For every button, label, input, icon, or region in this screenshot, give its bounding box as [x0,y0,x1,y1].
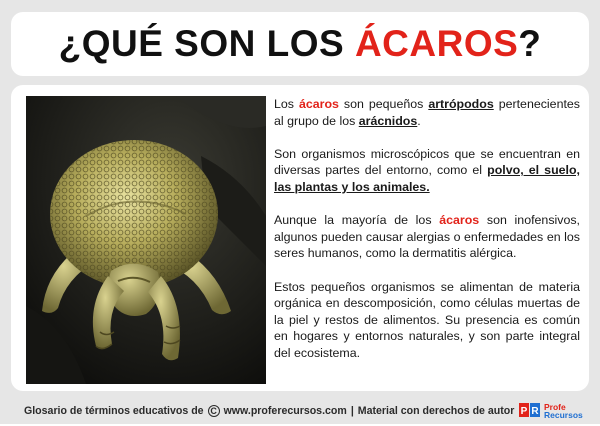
svg-text:R: R [531,406,539,417]
logo-line-1: Profe [544,401,566,412]
paragraph-1-text: Los [274,97,299,111]
mite-illustration-icon [26,96,266,384]
page-title [59,23,542,65]
description-text [274,96,580,378]
title-prefix: ¿QUÉ SON LOS [58,23,355,64]
paragraph-4-text: Estos pequeños organismos se alimentan de materia orgánica en descomposición, como células muertas de la piel y restos de alimentos. Su presencia es común en hogares y entornos naturales, y son parte integral del ecosistema. [274,279,580,360]
link-entorno[interactable]: polvo, el suelo, las plantas y los animales. [274,163,580,194]
keyword-acaros: ácaros [439,213,480,228]
paragraph-4 [274,279,580,362]
paragraph-3-text: son inofensivos, algunos pueden causar alergias o enfermedades en los seres humanos, como la dermatitis alérgica. [274,213,580,261]
svg-text:P: P [520,406,528,417]
link-aracnidos[interactable]: arácnidos [358,113,418,128]
logo-text [544,403,583,420]
profe-recursos-logo[interactable] [519,400,583,422]
paragraph-3 [274,212,580,262]
title-banner [11,12,589,76]
link-artropodos[interactable]: artrópodos [428,97,494,111]
paragraph-1-text: . [417,113,421,128]
mite-photo [26,96,266,384]
footer-label: Glosario de términos educativos de [24,405,204,417]
paragraph-2-text: Son organismos microscópicos que se encuentran en diversas partes del entorno, como el [274,146,580,178]
paragraph-2 [274,146,580,196]
copyright-icon: C [208,405,220,417]
paragraph-1 [274,96,580,129]
logo-line-2: Recursos [544,410,583,420]
footer [24,403,514,419]
title-suffix: ? [518,23,542,64]
paragraph-1-text: son pequeños [338,97,429,111]
paragraph-3-text: Aunque la mayoría de los [274,213,440,228]
keyword-acaros: ácaros [298,97,339,111]
footer-site-link[interactable]: www.proferecursos.com [223,405,347,417]
paragraph-1-text: pertenecientes al grupo de los [274,97,580,128]
title-highlight: ÁCAROS [354,23,519,64]
footer-rights: Material con derechos de autor [357,405,515,417]
logo-icon [519,401,541,421]
footer-separator: | [350,405,354,417]
